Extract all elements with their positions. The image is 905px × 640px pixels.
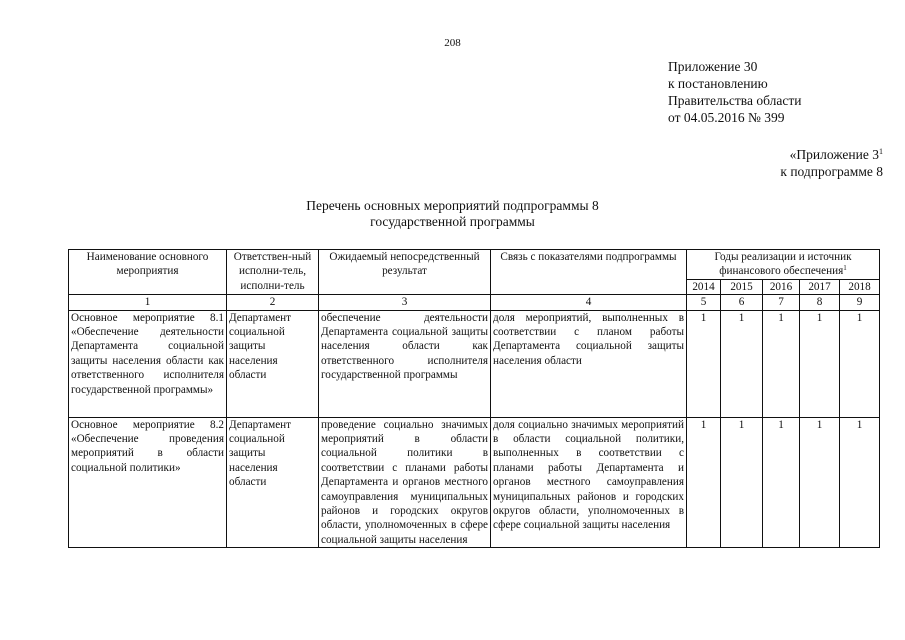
sub-appendix-line: к подпрограмме 8 (780, 164, 883, 179)
year-label: 2015 (721, 279, 763, 294)
year-value: 1 (800, 417, 840, 548)
year-value: 1 (763, 310, 800, 417)
column-number: 6 (721, 295, 763, 310)
year-value: 1 (840, 310, 880, 417)
column-number: 7 (763, 295, 800, 310)
column-number: 4 (491, 295, 687, 310)
header-row (69, 250, 880, 280)
column-number: 8 (800, 295, 840, 310)
column-number: 5 (687, 295, 721, 310)
column-number: 2 (227, 295, 319, 310)
measure-link: доля мероприятий, выполненных в соответствии с планом работы Департамента социальной защиты населения области (491, 310, 687, 417)
appendix-line: Приложение 30 (668, 59, 758, 74)
sub-appendix-sup: 1 (879, 147, 883, 156)
column-number: 1 (69, 295, 227, 310)
measure-result: обеспечение деятельности Департамента социальной защиты населения области как ответственного исполнителя государственной программы (319, 310, 491, 417)
year-label: 2016 (763, 279, 800, 294)
table-row (69, 417, 880, 548)
year-value: 1 (840, 417, 880, 548)
year-value: 1 (687, 417, 721, 548)
year-value: 1 (687, 310, 721, 417)
appendix-line: Правительства области (668, 93, 802, 108)
header-result: Ожидаемый непосредственный результат (319, 250, 491, 295)
measure-responsible: Департамент социальной защиты населения области (227, 310, 319, 417)
measure-link: доля социально значимых мероприятий в области социальной политики, выполненных в соответствии с планами работы Департамента и органов местного самоуправления муниципальных районов и городских округов области, уполномоченных в сфере социальной защиты населения (491, 417, 687, 548)
year-value: 1 (763, 417, 800, 548)
year-label: 2018 (840, 279, 880, 294)
title-line: государственной программы (370, 214, 535, 229)
header-link: Связь с показателями подпрограммы (491, 250, 687, 295)
header-years-sup: 1 (843, 264, 847, 273)
year-value: 1 (721, 310, 763, 417)
header-years (687, 250, 880, 280)
measure-name: Основное мероприятие 8.1 «Обеспечение деятельности Департамента социальной защиты населения области как ответственного исполнителя государственной программы» (69, 310, 227, 417)
year-label: 2017 (800, 279, 840, 294)
title-line: Перечень основных мероприятий подпрограммы 8 (306, 198, 599, 213)
document-title (0, 198, 905, 230)
appendix-line: от 04.05.2016 № 399 (668, 110, 785, 125)
appendix-block (668, 58, 801, 126)
header-responsible: Ответствен-ный исполни-тель, исполни-тель (227, 250, 319, 295)
column-number: 3 (319, 295, 491, 310)
header-name: Наименование основного мероприятия (69, 250, 227, 295)
measures-table (68, 249, 880, 548)
sub-appendix-line (780, 146, 883, 163)
year-value: 1 (800, 310, 840, 417)
column-number-row (69, 295, 880, 310)
appendix-line: к постановлению (668, 76, 768, 91)
measure-result: проведение социально значимых мероприятий в области социальной политики в соответствии с планами работы Департамента и органов местного самоуправления муниципальных районов и городских округов области, уполномоченных в сфере социальной защиты населения (319, 417, 491, 548)
year-value: 1 (721, 417, 763, 548)
sub-appendix-block (780, 146, 883, 180)
sub-appendix-text: «Приложение 3 (789, 147, 879, 162)
header-years-text: Годы реализации и источник финансового обеспечения (714, 251, 852, 278)
table-row (69, 310, 880, 417)
measure-name: Основное мероприятие 8.2 «Обеспечение проведения мероприятий в области социальной политики» (69, 417, 227, 548)
page-number: 208 (444, 37, 461, 49)
column-number: 9 (840, 295, 880, 310)
year-label: 2014 (687, 279, 721, 294)
measure-responsible: Департамент социальной защиты населения области (227, 417, 319, 548)
